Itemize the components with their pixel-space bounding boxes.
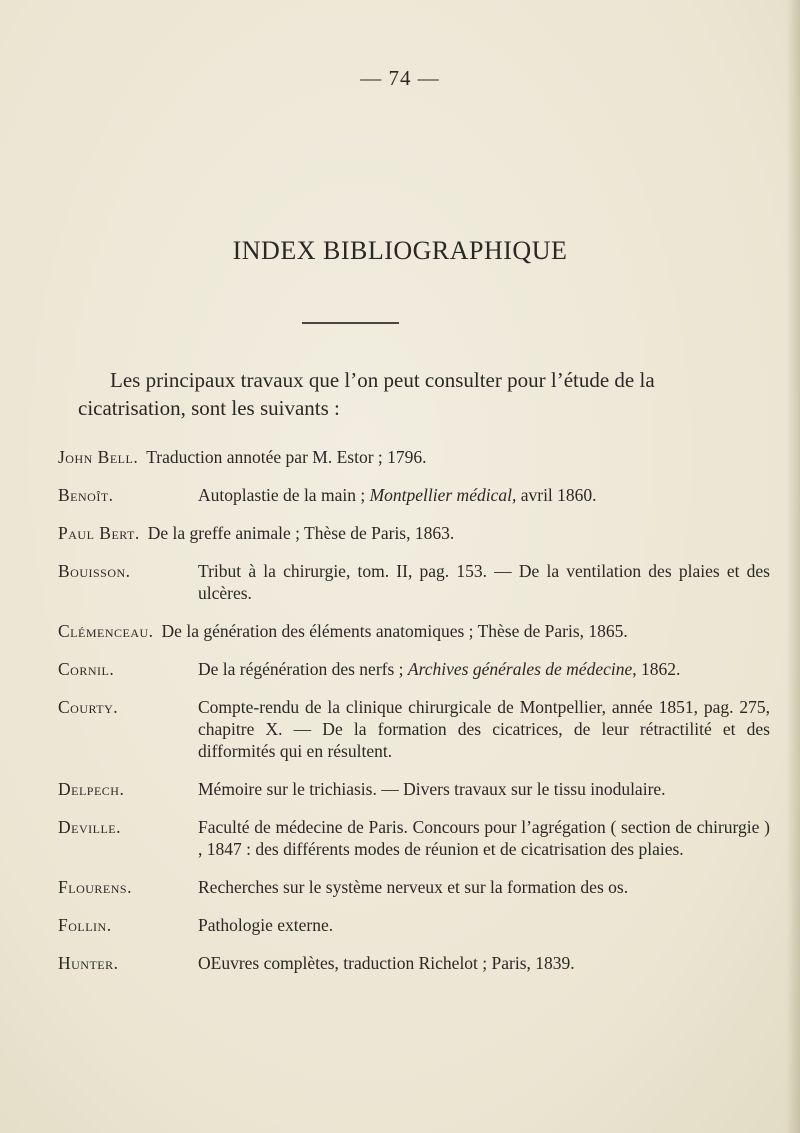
- page-title: INDEX BIBLIOGRAPHIQUE: [232, 236, 568, 265]
- entry-author: Benoît.: [58, 485, 114, 505]
- entry-text: Recherches sur le système nerveux et sur la formation des os.: [198, 877, 629, 897]
- entry-text: Tribut à la chirurgie, tom. II, pag. 153. — De la ventilation des plaies et des ulcères.: [198, 561, 770, 603]
- entry-author: Deville.: [58, 817, 121, 837]
- title-rule: [302, 322, 399, 324]
- bibliography-entry: [58, 876, 770, 898]
- entry-author: Hunter.: [58, 953, 119, 973]
- entry-text: [198, 658, 770, 680]
- bibliography-entry: [58, 560, 770, 604]
- entry-text: Compte-rendu de la clinique chirurgicale de Montpellier, année 1851, pag. 275, chapitre X. — De la formation des cicatrices, de leur rétractilité et des difformités qui en résultent.: [198, 697, 770, 761]
- entry-text: Traduction annotée par M. Estor ; 1796.: [146, 447, 427, 467]
- entry-author: Follin.: [58, 915, 112, 935]
- entry-text: OEuvres complètes, traduction Richelot ; Paris, 1839.: [198, 953, 575, 973]
- entry-text-part: avril 1860.: [520, 485, 597, 505]
- bibliography-entry: [58, 952, 770, 974]
- entry-author: Delpech.: [58, 779, 125, 799]
- entry-journal: Montpellier médical,: [369, 485, 517, 505]
- bibliography-entry: [58, 696, 770, 762]
- bibliography-entry: [58, 484, 770, 506]
- page-edge-shadow: [786, 0, 800, 1133]
- bibliography-entry: [58, 522, 770, 544]
- entry-text: Mémoire sur le trichiasis. — Divers travaux sur le tissu inodulaire.: [198, 779, 666, 799]
- bibliography-entry: [58, 816, 770, 860]
- bibliography-entry: [58, 620, 770, 642]
- entry-author: Clémenceau.: [58, 621, 154, 641]
- entry-author: Courty.: [58, 697, 119, 717]
- entry-text-part: , 1862.: [632, 659, 681, 679]
- entry-text: Pathologie externe.: [198, 915, 334, 935]
- entry-journal: Archives générales de médecine: [407, 659, 633, 679]
- entry-text: Faculté de médecine de Paris. Concours pour l’agrégation ( section de chirurgie ) , 1847 : des différents modes de réunion et de cicatrisation des plaies.: [198, 817, 770, 859]
- entry-text: [198, 484, 770, 506]
- bibliography-entry: [58, 658, 770, 680]
- bibliography-entry: [58, 914, 770, 936]
- bibliography-list: [58, 446, 770, 990]
- entry-author: Flourens.: [58, 877, 132, 897]
- entry-author: Cornil.: [58, 659, 115, 679]
- entry-text-part: De la régénération des nerfs ;: [198, 659, 404, 679]
- entry-text: De la greffe animale ; Thèse de Paris, 1863.: [147, 523, 455, 543]
- entry-text: De la génération des éléments anatomiques ; Thèse de Paris, 1865.: [161, 621, 628, 641]
- entry-author: Bouisson.: [58, 561, 131, 581]
- entry-text-part: Autoplastie de la main ;: [198, 485, 366, 505]
- entry-author: Paul Bert.: [58, 523, 140, 543]
- bibliography-entry: [58, 778, 770, 800]
- page-number: — 74 —: [360, 66, 440, 90]
- bibliography-entry: [58, 446, 770, 468]
- entry-author: John Bell.: [58, 447, 139, 467]
- intro-paragraph: Les principaux travaux que l’on peut consulter pour l’étude de la cicatrisation, sont les suivants :: [78, 368, 655, 420]
